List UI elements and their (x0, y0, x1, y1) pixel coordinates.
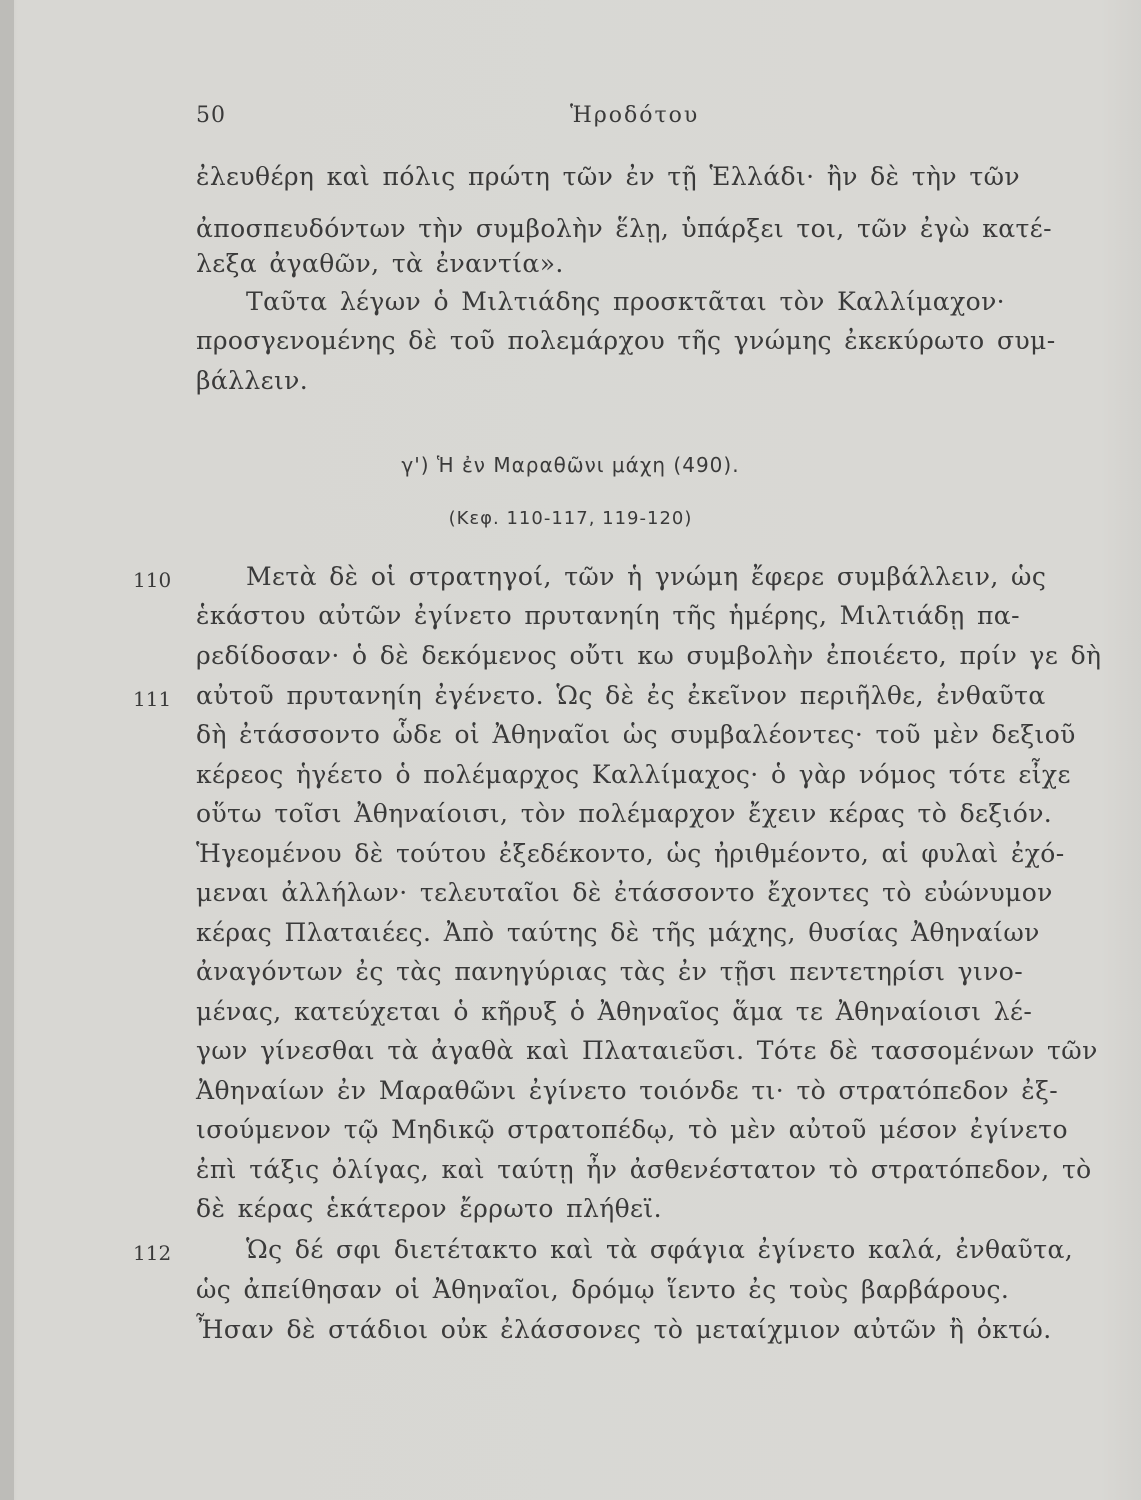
text-line: βάλλειν. (196, 366, 309, 395)
text-line: Ταῦτα λέγων ὁ Μιλτιάδης προσκτᾶται τὸν Καλλίμαχον· (246, 287, 1006, 316)
chapter-margin-number: 111 (133, 687, 172, 711)
text-line: ἐπὶ τάξις ὀλίγας, καὶ ταύτῃ ἦν ἀσθενέστατον τὸ στρατόπεδον, τὸ (196, 1155, 1092, 1184)
chapter-margin-number: 112 (133, 1241, 172, 1265)
chapter-margin-number: 110 (133, 568, 172, 592)
page-number: 50 (196, 103, 226, 128)
text-line: ἀναγόντων ἐς τὰς πανηγύριας τὰς ἐν τῇσι πεντετηρίσι γινο- (196, 957, 1024, 986)
page-edge-shadow (0, 0, 14, 1500)
text-line: ισούμενον τῷ Μηδικῷ στρατοπέδῳ, τὸ μὲν αὐτοῦ μέσον ἐγίνετο (196, 1115, 1068, 1144)
text-line: ἑκάστου αὐτῶν ἐγίνετο πρυτανηίη τῆς ἡμέρης, Μιλτιάδῃ πα- (196, 601, 1020, 630)
running-title: Ἡροδότου (570, 103, 700, 128)
text-line: Ἀθηναίων ἐν Μαραθῶνι ἐγίνετο τοιόνδε τι· τὸ στρατόπεδον ἐξ- (196, 1076, 1059, 1105)
text-line: Ἦσαν δὲ στάδιοι οὐκ ἐλάσσονες τὸ μεταίχμιον αὐτῶν ἢ ὀκτώ. (196, 1315, 1052, 1344)
text-line: προσγενομένης δὲ τοῦ πολεμάρχου τῆς γνώμης ἐκεκύρωτο συμ- (196, 326, 1056, 355)
text-line: αὐτοῦ πρυτανηίη ἐγένετο. Ὡς δὲ ἐς ἐκεῖνον περιῆλθε, ἐνθαῦτα (196, 681, 1046, 710)
text-line: ρεδίδοσαν· ὁ δὲ δεκόμενος οὔτι κω συμβολὴν ἐποιέετο, πρίν γε δὴ (196, 641, 1102, 670)
chapter-range: (Κεφ. 110-117, 119-120) (448, 508, 693, 529)
text-line: κέρεος ἡγέετο ὁ πολέμαρχος Καλλίμαχος· ὁ γὰρ νόμος τότε εἶχε (196, 760, 1071, 789)
text-line: ἀποσπευδόντων τὴν συμβολὴν ἕλῃ, ὑπάρξει τοι, τῶν ἐγὼ κατέ- (196, 214, 1052, 243)
section-heading: γ') Ἡ ἐν Μαραθῶνι μάχη (490). (401, 453, 740, 477)
text-line: λεξα ἀγαθῶν, τὰ ἐναντία». (196, 249, 564, 278)
text-line: κέρας Πλαταιέες. Ἀπὸ ταύτης δὲ τῆς μάχης, θυσίας Ἀθηναίων (196, 918, 1040, 947)
text-line: Ὡς δέ σφι διετέτακτο καὶ τὰ σφάγια ἐγίνετο καλά, ἐνθαῦτα, (246, 1235, 1074, 1264)
text-line: δὲ κέρας ἑκάτερον ἔρρωτο πλήθεϊ. (196, 1194, 662, 1223)
text-line: ἐλευθέρη καὶ πόλις πρώτη τῶν ἐν τῇ Ἑλλάδι· ἢν δὲ τὴν τῶν (196, 162, 1020, 191)
text-line: μεναι ἀλλήλων· τελευταῖοι δὲ ἐτάσσοντο ἔχοντες τὸ εὐώνυμον (196, 878, 1053, 907)
text-line: μένας, κατεύχεται ὁ κῆρυξ ὁ Ἀθηναῖος ἅμα τε Ἀθηναίοισι λέ- (196, 997, 1033, 1026)
text-line: ὡς ἀπείθησαν οἱ Ἀθηναῖοι, δρόμῳ ἵεντο ἐς τοὺς βαρβάρους. (196, 1275, 1010, 1304)
text-line: γων γίνεσθαι τὰ ἀγαθὰ καὶ Πλαταιεῦσι. Τότε δὲ τασσομένων τῶν (196, 1036, 1098, 1065)
text-line: δὴ ἐτάσσοντο ὧδε οἱ Ἀθηναῖοι ὡς συμβαλέοντες· τοῦ μὲν δεξιοῦ (196, 720, 1076, 749)
text-line: Ἡγεομένου δὲ τούτου ἐξεδέκοντο, ὡς ἠριθμέοντο, αἱ φυλαὶ ἐχό- (196, 839, 1065, 868)
text-line: οὕτω τοῖσι Ἀθηναίοισι, τὸν πολέμαρχον ἔχειν κέρας τὸ δεξιόν. (196, 799, 1053, 828)
text-line: Μετὰ δὲ οἱ στρατηγοί, τῶν ἡ γνώμη ἔφερε συμβάλλειν, ὡς (246, 562, 1047, 591)
